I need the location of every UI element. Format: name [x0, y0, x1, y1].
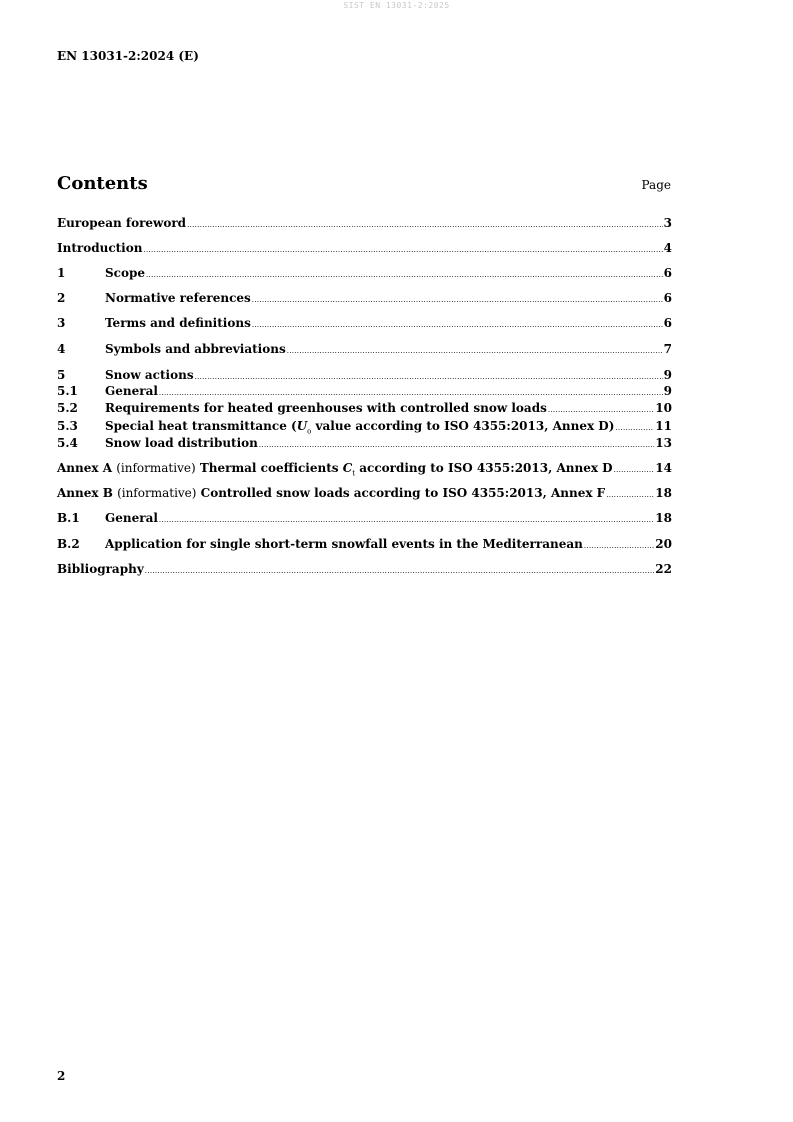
toc-entry-page: 18 — [655, 511, 672, 525]
annex-type: (informative) — [117, 486, 197, 500]
toc-entry-page: 3 — [663, 216, 672, 230]
dot-leader — [548, 403, 654, 418]
toc-entry-title: European foreword — [57, 216, 187, 230]
toc-entry-b-1[interactable] — [57, 511, 672, 526]
title-text: Controlled snow loads according to ISO 4355:2013, Annex F — [200, 486, 606, 500]
toc-entry-introduction[interactable] — [57, 241, 672, 256]
toc-entry-page: 10 — [655, 401, 672, 415]
dot-leader — [614, 463, 655, 478]
toc-entry-5-3[interactable] — [57, 419, 672, 434]
dot-leader — [195, 370, 663, 385]
toc-entry-number: 2 — [57, 291, 66, 305]
toc-entry-page: 4 — [663, 241, 672, 255]
toc-entry-annex-a[interactable] — [57, 461, 672, 476]
dot-leader — [159, 386, 663, 401]
toc-entry-number: 4 — [57, 342, 66, 356]
symbol: C — [342, 461, 353, 475]
dot-leader — [615, 421, 654, 436]
dot-leader — [159, 513, 654, 528]
toc-entry-number: 5.4 — [57, 436, 78, 450]
page-number: 2 — [57, 1069, 66, 1083]
symbol: U — [296, 419, 308, 433]
toc-entry-2[interactable] — [57, 291, 672, 306]
toc-entry-title: Bibliography — [57, 562, 144, 576]
dot-leader — [584, 539, 654, 554]
toc-entry-title — [57, 461, 613, 481]
title-text: according to ISO 4355:2013, Annex D — [355, 461, 613, 475]
toc-entry-title: Application for single short-term snowfall events in the Mediterranean — [105, 537, 583, 551]
toc-entry-number: 5.1 — [57, 384, 78, 398]
toc-entry-page: 9 — [663, 368, 672, 382]
toc-entry-number: 3 — [57, 316, 66, 330]
annex-type: (informative) — [116, 461, 196, 475]
annex-label: Annex B — [57, 486, 113, 500]
title-text: Thermal coefficients — [199, 461, 343, 475]
toc-entry-title: Scope — [105, 266, 146, 280]
toc-entry-title — [57, 486, 605, 501]
toc-entry-1[interactable] — [57, 266, 672, 281]
dot-leader — [252, 293, 663, 308]
toc-entry-page: 7 — [663, 342, 672, 356]
toc-entry-5-4[interactable] — [57, 436, 672, 451]
toc-entry-title: Snow load distribution — [105, 436, 258, 450]
toc-entry-page: 20 — [655, 537, 672, 551]
annex-label: Annex A — [57, 461, 113, 475]
toc-entry-title: Symbols and abbreviations — [105, 342, 286, 356]
toc-entry-5-2[interactable] — [57, 401, 672, 416]
toc-entry-annex-b[interactable] — [57, 486, 672, 501]
toc-entry-5-1[interactable] — [57, 384, 672, 399]
toc-entry-number: 1 — [57, 266, 66, 280]
toc-entry-page: 14 — [655, 461, 672, 475]
toc-entry-foreword[interactable] — [57, 216, 672, 231]
dot-leader — [146, 268, 663, 283]
document-id: EN 13031-2:2024 (E) — [57, 49, 199, 63]
toc-entry-number: B.2 — [57, 537, 80, 551]
page-column-label: Page — [641, 178, 671, 192]
title-text: value according to ISO 4355:2013, Annex D) — [311, 419, 615, 433]
dot-leader — [187, 218, 663, 233]
toc-entry-page: 6 — [663, 266, 672, 280]
contents-title: Contents — [57, 173, 148, 194]
subscript: t — [352, 469, 356, 478]
toc-entry-number: 5 — [57, 368, 66, 382]
toc-entry-4[interactable] — [57, 342, 672, 357]
dot-leader — [252, 318, 663, 333]
dot-leader — [145, 564, 655, 579]
toc-entry-title: Introduction — [57, 241, 143, 255]
toc-entry-3[interactable] — [57, 316, 672, 331]
toc-entry-page: 18 — [655, 486, 672, 500]
dot-leader — [259, 438, 654, 453]
dot-leader — [143, 243, 662, 258]
title-text: Special heat transmittance ( — [105, 419, 297, 433]
subscript: o — [307, 427, 312, 436]
toc-entry-page: 22 — [655, 562, 672, 576]
watermark: SIST EN 13031-2:2025 — [343, 1, 450, 10]
toc-entry-page: 9 — [663, 384, 672, 398]
toc-entry-number: B.1 — [57, 511, 80, 525]
dot-leader — [287, 344, 663, 359]
toc-entry-title: Snow actions — [105, 368, 194, 382]
toc-entry-number: 5.3 — [57, 419, 78, 433]
toc-entry-page: 6 — [663, 291, 672, 305]
toc-entry-title: General — [105, 384, 158, 398]
toc-entry-b-2[interactable] — [57, 537, 672, 552]
toc-entry-title: General — [105, 511, 158, 525]
toc-entry-bibliography[interactable] — [57, 562, 672, 577]
toc-entry-5[interactable] — [57, 368, 672, 383]
toc-entry-title: Normative references — [105, 291, 251, 305]
toc-entry-title: Terms and definitions — [105, 316, 251, 330]
toc-entry-title: Requirements for heated greenhouses with controlled snow loads — [105, 401, 547, 415]
dot-leader — [606, 488, 654, 503]
toc-entry-number: 5.2 — [57, 401, 78, 415]
toc-entry-page: 13 — [655, 436, 672, 450]
toc-entry-page: 6 — [663, 316, 672, 330]
toc-entry-page: 11 — [655, 419, 672, 433]
